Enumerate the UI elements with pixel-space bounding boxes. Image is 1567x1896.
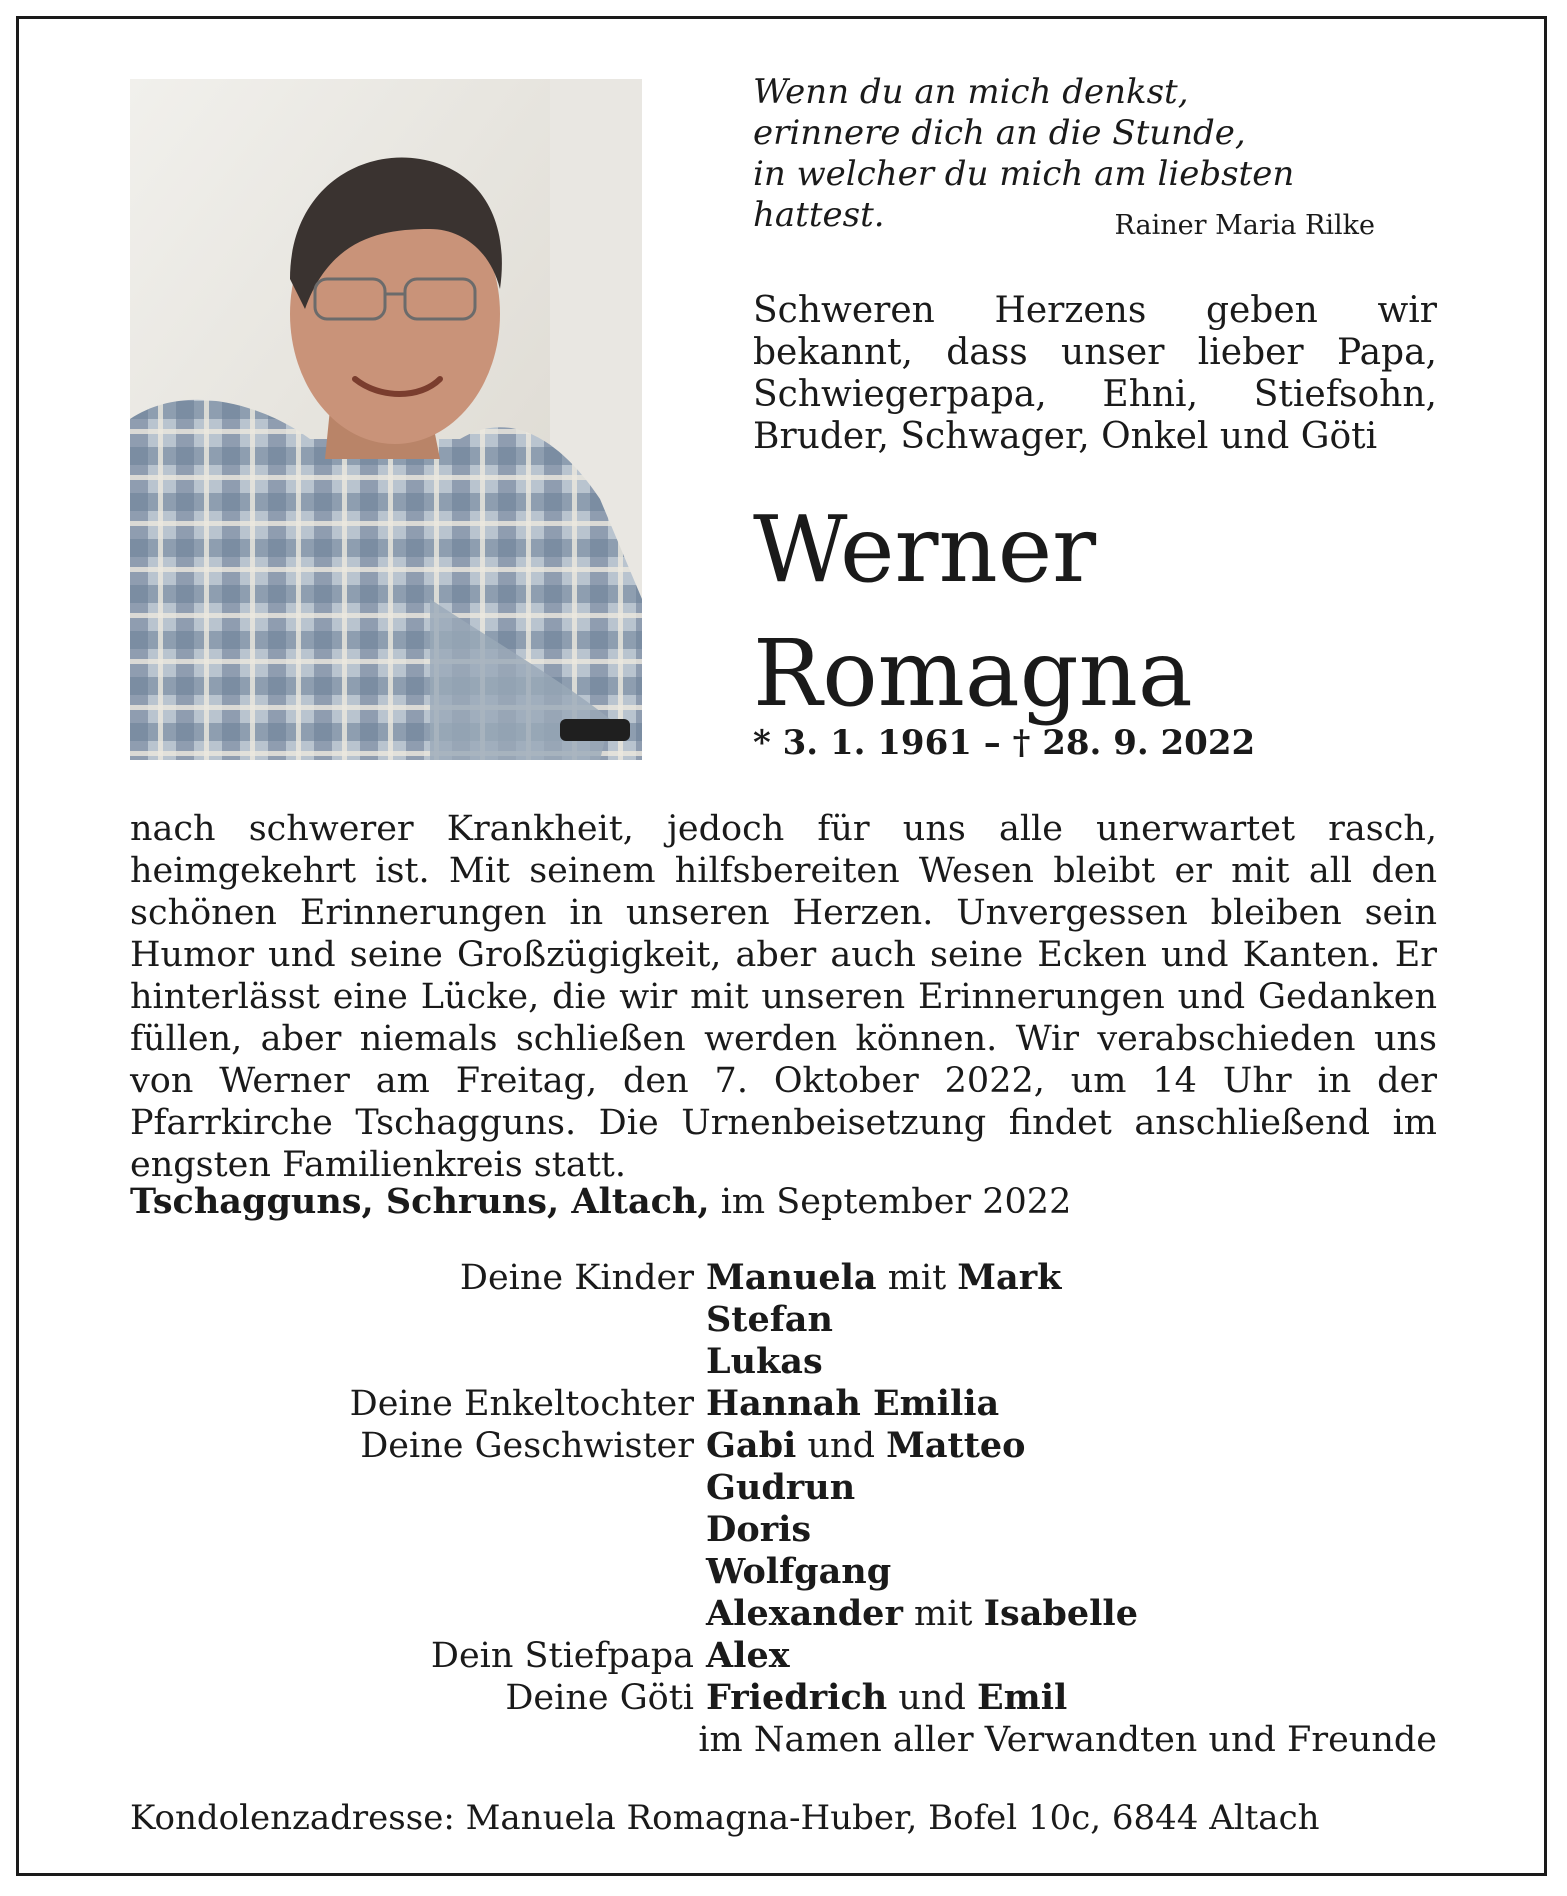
mourner-relation: [130, 1299, 706, 1341]
mourner-names: Doris: [706, 1509, 812, 1550]
obituary-text: nach schwerer Krankheit, jedoch für uns alle unerwartet rasch, heimgekehrt ist. Mit seinem hilfsbereiten Wesen bleibt er mit all den schönen Erinnerungen in unseren Herzen. Unvergessen bleiben sein Humor und seine Großzügigkeit, aber auch seine Ecken und Kanten. Er hinterlässt eine Lücke, die wir mit unseren Erinnerungen und Gedanken füllen, aber niemals schließen werden können. Wir verabschieden uns von Werner am Freitag, den 7. Oktober 2022, um 14 Uhr in der Pfarrkirche Tschagguns. Die Urnenbeisetzung findet anschließend im engsten Familienkreis statt.: [130, 809, 1437, 1185]
mourner-relation: Deine Kinder: [459, 1258, 694, 1298]
quote-author: Rainer Maria Rilke: [1114, 210, 1375, 241]
mourner-row: [130, 1425, 1437, 1467]
mourner-names: Lukas: [706, 1341, 823, 1382]
place-towns: Tschagguns, Schruns, Altach,: [130, 1181, 710, 1222]
portrait-photo: [130, 79, 642, 760]
mourner-relation: [130, 1551, 706, 1593]
mourner-row: [130, 1593, 1437, 1635]
mourner-row: [130, 1719, 1437, 1761]
mourner-row: [130, 1257, 1437, 1299]
quote-line-2: erinnere dich an die Stunde,: [753, 113, 1246, 153]
mourner-row: [130, 1551, 1437, 1593]
mourner-relation: Deine Göti: [505, 1678, 694, 1718]
mourner-row: [130, 1677, 1437, 1719]
mourner-names: Gabi und Matteo: [706, 1425, 1026, 1466]
condolence-address: Kondolenzadresse: Manuela Romagna-Huber, Bofel 10c, 6844 Altach: [130, 1798, 1320, 1838]
mourner-relation: [130, 1593, 706, 1635]
place-and-date: [130, 1181, 1071, 1222]
mourner-row: [130, 1383, 1437, 1425]
mourner-relation: Dein Stiefpapa: [430, 1636, 694, 1676]
mourner-names: Wolfgang: [706, 1551, 892, 1592]
quote-line-3: in welcher du mich am liebsten hattest.: [753, 154, 1295, 235]
mourner-names: Friedrich und Emil: [706, 1677, 1068, 1718]
deceased-name: [753, 488, 1437, 736]
mourners-list: [130, 1257, 1437, 1761]
mourner-names: Manuela mit Mark: [706, 1257, 1062, 1298]
place-date: im September 2022: [720, 1182, 1072, 1222]
mourner-row: [130, 1509, 1437, 1551]
quote-line-1: Wenn du an mich denkst,: [753, 72, 1189, 112]
mourner-names: Alex: [706, 1635, 790, 1676]
mourner-names: Stefan: [706, 1299, 833, 1340]
mourner-names: Hannah Emilia: [706, 1383, 1000, 1424]
mourner-row: [130, 1299, 1437, 1341]
mourner-names: Gudrun: [706, 1467, 856, 1508]
mourner-relation: [130, 1509, 706, 1551]
mourner-relation: Deine Geschwister: [360, 1426, 694, 1466]
mourner-row: [130, 1635, 1437, 1677]
mourner-names: Alexander mit Isabelle: [706, 1593, 1138, 1634]
mourner-row: [130, 1467, 1437, 1509]
announcement-intro: Schweren Herzens geben wir bekannt, dass unser lieber Papa, Schwiegerpapa, Ehni, Stiefsohn, Bruder, Schwager, Onkel und Göti: [753, 290, 1437, 457]
life-dates: * 3. 1. 1961 – † 28. 9. 2022: [753, 723, 1256, 763]
mourner-row: [130, 1341, 1437, 1383]
mourner-relation: [130, 1341, 706, 1383]
deceased-first-name: Werner: [753, 496, 1097, 603]
mourner-relation: [130, 1467, 706, 1509]
mourner-relation: Deine Enkeltochter: [349, 1384, 694, 1424]
closing-line: im Namen aller Verwandten und Freunde: [698, 1720, 1437, 1760]
deceased-last-name: Romagna: [753, 620, 1193, 727]
